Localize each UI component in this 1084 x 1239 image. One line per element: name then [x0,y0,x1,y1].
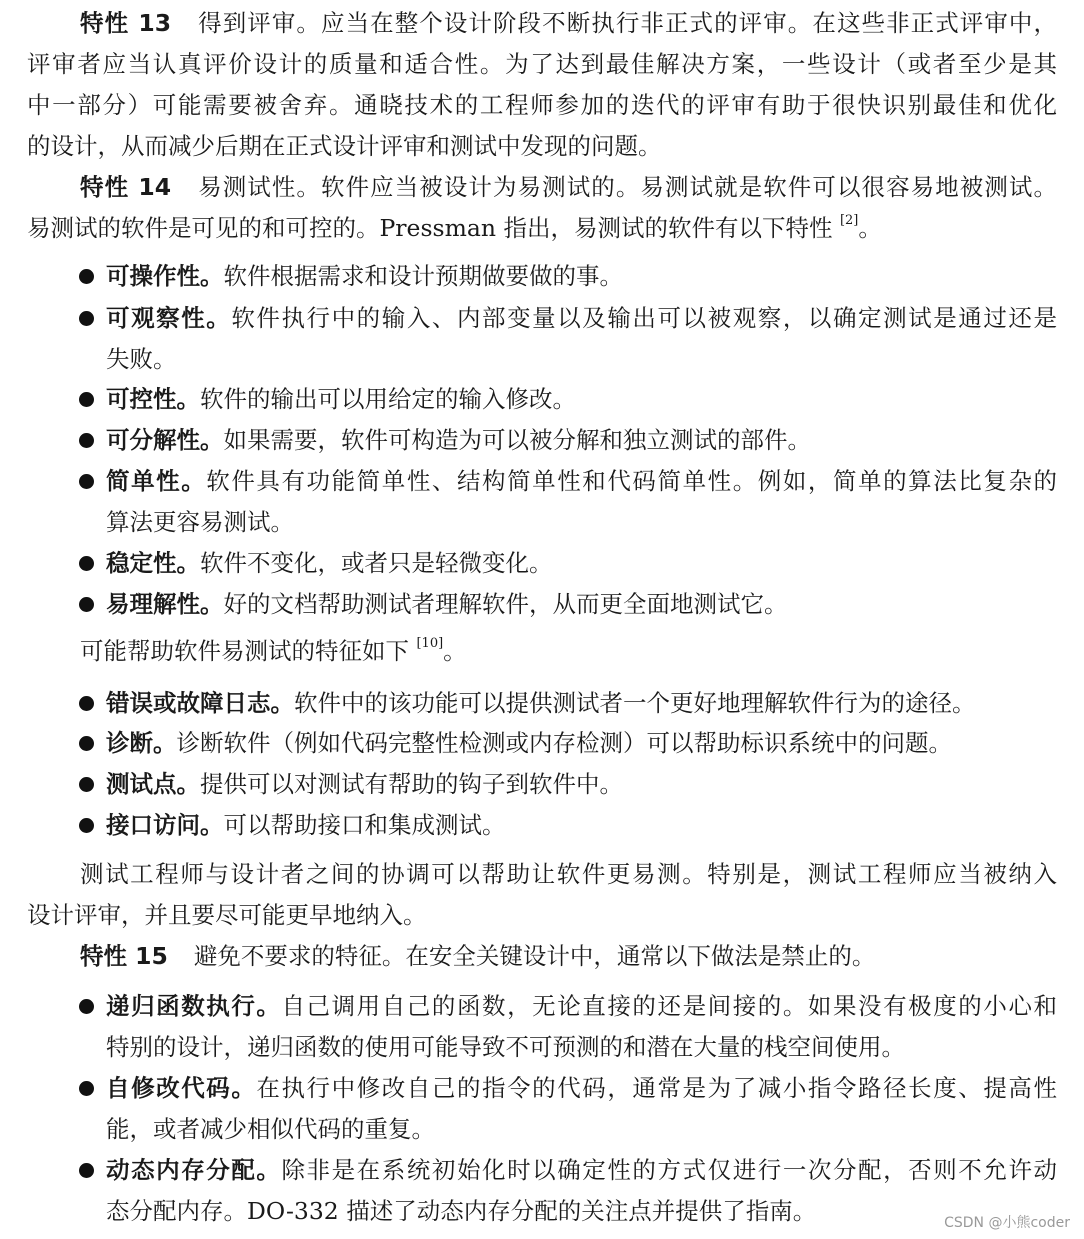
bullet-icon [79,1081,94,1096]
citation: [2] [839,213,859,228]
list-item-text: 软件中的该功能可以提供测试者一个更好地理解软件行为的途径。 [294,689,976,717]
list-item [79,683,1057,724]
list-item-text: 软件的输出可以用给定的输入修改。 [200,385,576,413]
list-item-term: 简单性。 [106,467,207,495]
feature-label: 特性 13 [80,9,172,37]
list-item-term: 诊断。 [106,729,177,757]
paragraph-testability-features: 可能帮助软件易测试的特征如下 [10]。 [80,636,467,665]
paragraph-coordination: 测试工程师与设计者之间的协调可以帮助让软件更易测。特别是，测试工程师应当被纳入 设计评审，并且要尽可能更早地纳入。 [27,860,1057,929]
list-item-text: 软件执行中的输入、内部变量以及输出可以被观察，以确定测试是通过还是 [231,304,1058,332]
list-item [79,805,1057,846]
list-item-text: 软件根据需求和设计预期做要做的事。 [223,262,623,290]
bullet-icon [79,597,94,612]
list-item [79,986,1057,1068]
bullet-icon [79,999,94,1014]
list-item [79,1068,1057,1150]
list-item-text: 好的文档帮助测试者理解软件，从而更全面地测试它。 [223,590,788,618]
list-item-text: 在执行中修改自己的指令的代码，通常是为了减小指令路径长度、提高性 [256,1074,1057,1102]
list-item [79,420,1057,461]
feature-label: 特性 15 [80,942,168,970]
list-item-term: 动态内存分配。 [106,1156,282,1184]
bullet-icon [79,696,94,711]
bullet-icon [79,556,94,571]
list-item [79,1150,1057,1232]
list-item-text: 软件不变化，或者只是轻微变化。 [200,549,553,577]
list-item-text: 算法更容易测试。 [106,508,294,536]
list-item-term: 可分解性。 [106,426,224,454]
list-item [79,723,1057,764]
list-item-term: 自修改代码。 [106,1074,257,1102]
list-item-text: 可以帮助接口和集成测试。 [223,811,506,839]
list-item [79,256,1057,297]
list-item-text: 能，或者减少相似代码的重复。 [106,1115,435,1143]
list-item-term: 可观察性。 [106,304,232,332]
list-item [79,764,1057,805]
list-item-term: 测试点。 [106,770,200,798]
paragraph-feature-15: 特性 15 避免不要求的特征。在安全关键设计中，通常以下做法是禁止的。 [80,942,876,970]
bullet-icon [79,474,94,489]
bullet-icon [79,1163,94,1178]
paragraph-feature-13: 特性 13 得到评审。应当在整个设计阶段不断执行非正式的评审。在这些非正式评审中， 评审者应当认真评价设计的质量和适合性。为了达到最佳解决方案，一些设计（或者至少是其 中一部分）可能需要被舍弃。通晓技术的工程师参加的迭代的评审有助于很快识别最佳和优化 的设计，从而减少后期在正式设计评审和测试中发现的问题。 [27,9,1057,160]
list-item-text: 软件具有功能简单性、结构简单性和代码简单性。例如，简单的算法比复杂的 [206,467,1058,495]
list-item [79,461,1057,543]
list-item-text: 特别的设计，递归函数的使用可能导致不可预测的和潜在大量的栈空间使用。 [106,1033,905,1061]
list-item-term: 递归函数执行。 [106,992,282,1020]
list-item [79,379,1057,420]
paragraph-feature-14: 特性 14 易测试性。软件应当被设计为易测试的。易测试就是软件可以很容易地被测试。 易测试的软件是可见的和可控的。Pressman 指出，易测试的软件有以下特性 [2]。 [27,173,1057,242]
list-item-term: 可操作性。 [106,262,224,290]
bullet-icon [79,311,94,326]
list-item-text: 除非是在系统初始化时以确定性的方式仅进行一次分配，否则不允许动 [281,1156,1058,1184]
bullet-icon [79,392,94,407]
bullet-icon [79,269,94,284]
list-item-text: 诊断软件（例如代码完整性检测或内存检测）可以帮助标识系统中的问题。 [176,729,952,757]
list-item-term: 接口访问。 [106,811,224,839]
list-item-text: 提供可以对测试有帮助的钩子到软件中。 [200,770,623,798]
list-item-text: 态分配内存。DO-332 描述了动态内存分配的关注点并提供了指南。 [106,1197,817,1225]
list-item-term: 错误或故障日志。 [106,689,294,717]
list-item-text: 自己调用自己的函数，无论直接的还是间接的。如果没有极度的小心和 [281,992,1058,1020]
watermark: CSDN @小熊coder [944,1215,1070,1231]
list-item-term: 可控性。 [106,385,200,413]
citation: [10] [416,636,444,651]
list-item [79,543,1057,584]
list-item [79,298,1057,380]
bullet-icon [79,818,94,833]
bullet-icon [79,433,94,448]
bullet-icon [79,777,94,792]
list-item-term: 稳定性。 [106,549,200,577]
feature-label: 特性 14 [80,173,172,201]
list-item-term: 易理解性。 [106,590,224,618]
list-item-text: 如果需要，软件可构造为可以被分解和独立测试的部件。 [223,426,811,454]
list-item-text: 失败。 [106,345,177,373]
list-item [79,584,1057,625]
bullet-icon [79,736,94,751]
